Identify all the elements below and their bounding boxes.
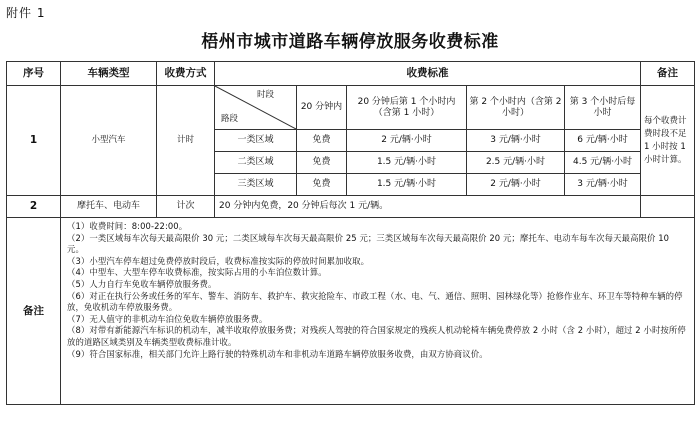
fee-standard-table [6,61,695,405]
zone-name: 三类区域 [215,174,297,196]
notes-label: 备注 [7,218,61,405]
zone-first-hour: 1.5 元/辆·小时 [347,152,467,174]
document-title: 梧州市城市道路车辆停放服务收费标准 [201,32,499,52]
header-charge-method: 收费方式 [157,62,215,86]
note-item: （4）中型车、大型车停车收费标准，按实际占用的小车泊位数计算。 [67,267,327,278]
header-row [7,62,695,86]
note-item: （2）一类区域每车次每天最高限价 30 元；二类区域每车次每天最高限价 25 元；三类区域每车次每天最高限价 20 元；摩托车、电动车每车次每天最高限价 10 元。 [67,232,670,255]
diag-road-label: 路段 [221,114,239,124]
zone-20min: 免费 [297,174,347,196]
zone-third-hour: 4.5 元/辆·小时 [565,152,641,174]
sub-header-second-hour: 第 2 个小时内（含第 2 小时） [467,86,565,130]
row1-method: 计时 [157,86,215,196]
row2-standard: 20 分钟内免费，20 分钟后每次 1 元/辆。 [215,196,641,218]
header-seq: 序号 [7,62,61,86]
note-item: （5）人力自行车免收车辆停放服务费。 [67,278,217,289]
sub-header-first-hour: 20 分钟后第 1 个小时内（含第 1 小时） [347,86,467,130]
diagonal-header-cell [215,86,297,130]
attachment-label: 附件 1 [6,6,46,20]
row2-remark [641,196,695,218]
note-item: （6）对正在执行公务或任务的军车、警车、消防车、救护车、救灾抢险车、市政工程（水、电、气、通信、照明、园林绿化等）抢修作业车、环卫车等特种车辆的停放，免收机动车停放服务费。 [67,290,683,313]
zone-second-hour: 2.5 元/辆·小时 [467,152,565,174]
zone-third-hour: 6 元/辆·小时 [565,130,641,152]
header-charge-standard: 收费标准 [215,62,641,86]
sub-header-row [7,86,695,130]
zone-first-hour: 1.5 元/辆·小时 [347,174,467,196]
note-item: （9）符合国家标准，相关部门允许上路行驶的特殊机动车和非机动车道路车辆停放服务收费，由双方协商议价。 [67,348,488,359]
row2-method: 计次 [157,196,215,218]
zone-20min: 免费 [297,152,347,174]
sub-header-third-hour: 第 3 个小时后每小时 [565,86,641,130]
sub-header-20min: 20 分钟内 [297,86,347,130]
zone-second-hour: 2 元/辆·小时 [467,174,565,196]
note-item: （7）无人值守的非机动车泊位免收车辆停放服务费。 [67,313,268,324]
zone-third-hour: 3 元/辆·小时 [565,174,641,196]
note-item: （1）收费时间：8:00-22:00。 [67,221,188,231]
notes-row [7,218,695,405]
zone-20min: 免费 [297,130,347,152]
row2-seq: 2 [7,196,61,218]
zone-first-hour: 2 元/辆·小时 [347,130,467,152]
zone-name: 一类区域 [215,130,297,152]
row1-seq: 1 [7,86,61,196]
note-item: （8）对带有新能源汽车标识的机动车，减半收取停放服务费；对残疾人驾驶的符合国家规定的残疾人机动轮椅车辆免费停放 2 小时（含 2 小时），超过 2 小时按所停放的道路区域类别及车辆类型收费标准计收。 [67,325,686,347]
row2-vehicle: 摩托车、电动车 [61,196,157,218]
row1-remark: 每个收费计费时段不足 1 小时按 1 小时计算。 [641,86,695,196]
row2 [7,196,695,218]
diag-period-label: 时段 [256,90,274,100]
header-remarks: 备注 [641,62,695,86]
notes-content [61,218,695,405]
header-vehicle-type: 车辆类型 [61,62,157,86]
row1-vehicle: 小型汽车 [61,86,157,196]
zone-name: 二类区域 [215,152,297,174]
zone-second-hour: 3 元/辆·小时 [467,130,565,152]
note-item: （3）小型汽车停车超过免费停放时段后，收费标准按实际的停放时间累加收取。 [67,255,370,266]
